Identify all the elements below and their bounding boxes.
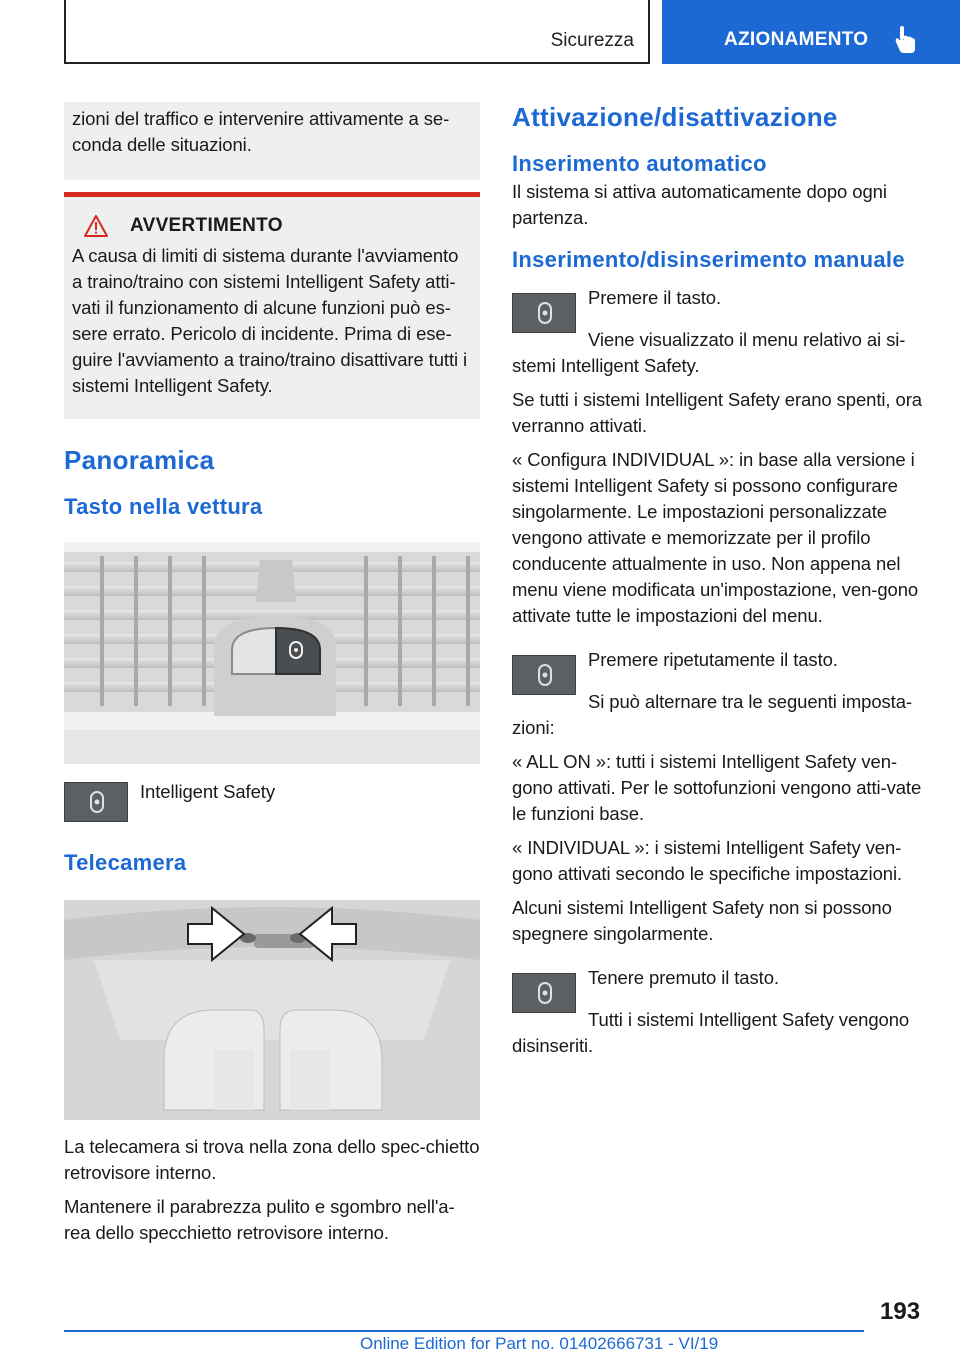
configure-individual-text: « Configura INDIVIDUAL »: in base alla versione i sistemi Intelligent Safety si possono configurare singolarmente. Le impostazioni personalizzate vengono attivate e memorizzate per il profilo conducente attualmente in uso. Non appena nel menu viene modificata un'impostazione, ven-gono attivate tutte le impostazioni del menu.	[512, 449, 919, 626]
step-press-row	[512, 285, 928, 333]
header-chapter-label: AZIONAMENTO	[724, 29, 869, 50]
step-press-title: Premere il tasto.	[588, 287, 721, 308]
button-in-car-heading: Tasto nella vettura	[64, 494, 263, 519]
step-hold-row	[512, 965, 928, 1013]
page-number: 193	[880, 1298, 921, 1325]
individual-text: « INDIVIDUAL »: i sistemi Intelligent Safety ven-gono attivati secondo le specifiche impostazioni.	[512, 837, 902, 884]
warning-box	[64, 192, 480, 419]
overview-heading: Panoramica	[64, 445, 215, 475]
manual-activation-heading: Inserimento/disinserimento manuale	[512, 247, 905, 272]
camera-text-2: Mantenere il parabrezza pulito e sgombro nell'a-rea dello specchietto retrovisore interno.	[64, 1196, 455, 1243]
all-off-text: Se tutti i sistemi Intelligent Safety erano spenti, ora verranno attivati.	[512, 389, 922, 436]
header-section-label: Sicurezza	[550, 30, 634, 51]
footer-edition-text: Online Edition for Part no. 01402666731 - VI/19	[360, 1334, 719, 1353]
all-on-text: « ALL ON »: tutti i sistemi Intelligent Safety ven-gono attivati. Per le sottofunzioni vengono atti-vate le funzioni base.	[512, 751, 922, 824]
warning-text: A causa di limiti di sistema durante l'avviamento a traino/traino con sistemi Intelligent Safety atti-vati il funzionamento di alcune funzioni può es-sere errato. Pericolo di incidente. Prima di ese-guire l'avviamento a traino/traino disattivare tutti i sistemi Intelligent Safety.	[72, 245, 468, 396]
right-column	[512, 102, 928, 1067]
auto-activation-heading: Inserimento automatico	[512, 151, 767, 176]
continued-text-box	[64, 102, 480, 180]
step-repeat-row	[512, 647, 928, 695]
button-caption: Intelligent Safety	[140, 781, 275, 802]
auto-activation-text: Il sistema si attiva automaticamente dopo ogni partenza.	[512, 181, 887, 228]
camera-heading: Telecamera	[64, 850, 187, 875]
header-chapter-tab[interactable]	[662, 0, 960, 64]
left-column	[64, 102, 480, 1254]
step-hold-text: Tutti i sistemi Intelligent Safety vengono disinseriti.	[512, 1009, 910, 1056]
some-systems-text: Alcuni sistemi Intelligent Safety non si possono spegnere singolarmente.	[512, 897, 892, 944]
intelligent-safety-key-icon	[64, 782, 128, 822]
warning-triangle-icon	[84, 215, 108, 237]
activation-heading: Attivazione/disattivazione	[512, 102, 838, 132]
intelligent-safety-key-icon	[512, 973, 576, 1013]
camera-text-1: La telecamera si trova nella zona dello spec-chietto retrovisore interno.	[64, 1136, 480, 1183]
hand-pointer-icon	[894, 26, 916, 54]
intelligent-safety-key-icon	[512, 293, 576, 333]
step-repeat-text: Si può alternare tra le seguenti imposta-zioni:	[512, 691, 912, 738]
step-press-text: Viene visualizzato il menu relativo ai si-stemi Intelligent Safety.	[512, 329, 906, 376]
step-repeat-title: Premere ripetutamente il tasto.	[588, 649, 838, 670]
footer-divider	[64, 1330, 864, 1332]
intro-text: zioni del traffico e intervenire attivamente a se-conda delle situazioni.	[72, 108, 450, 155]
dashboard-button-image	[64, 542, 480, 764]
step-hold-title: Tenere premuto il tasto.	[588, 967, 779, 988]
intelligent-safety-key-icon	[512, 655, 576, 695]
header-section-box	[64, 0, 650, 64]
button-legend-row	[64, 782, 480, 822]
camera-location-image	[64, 900, 480, 1120]
warning-title: AVVERTIMENTO	[130, 215, 283, 236]
